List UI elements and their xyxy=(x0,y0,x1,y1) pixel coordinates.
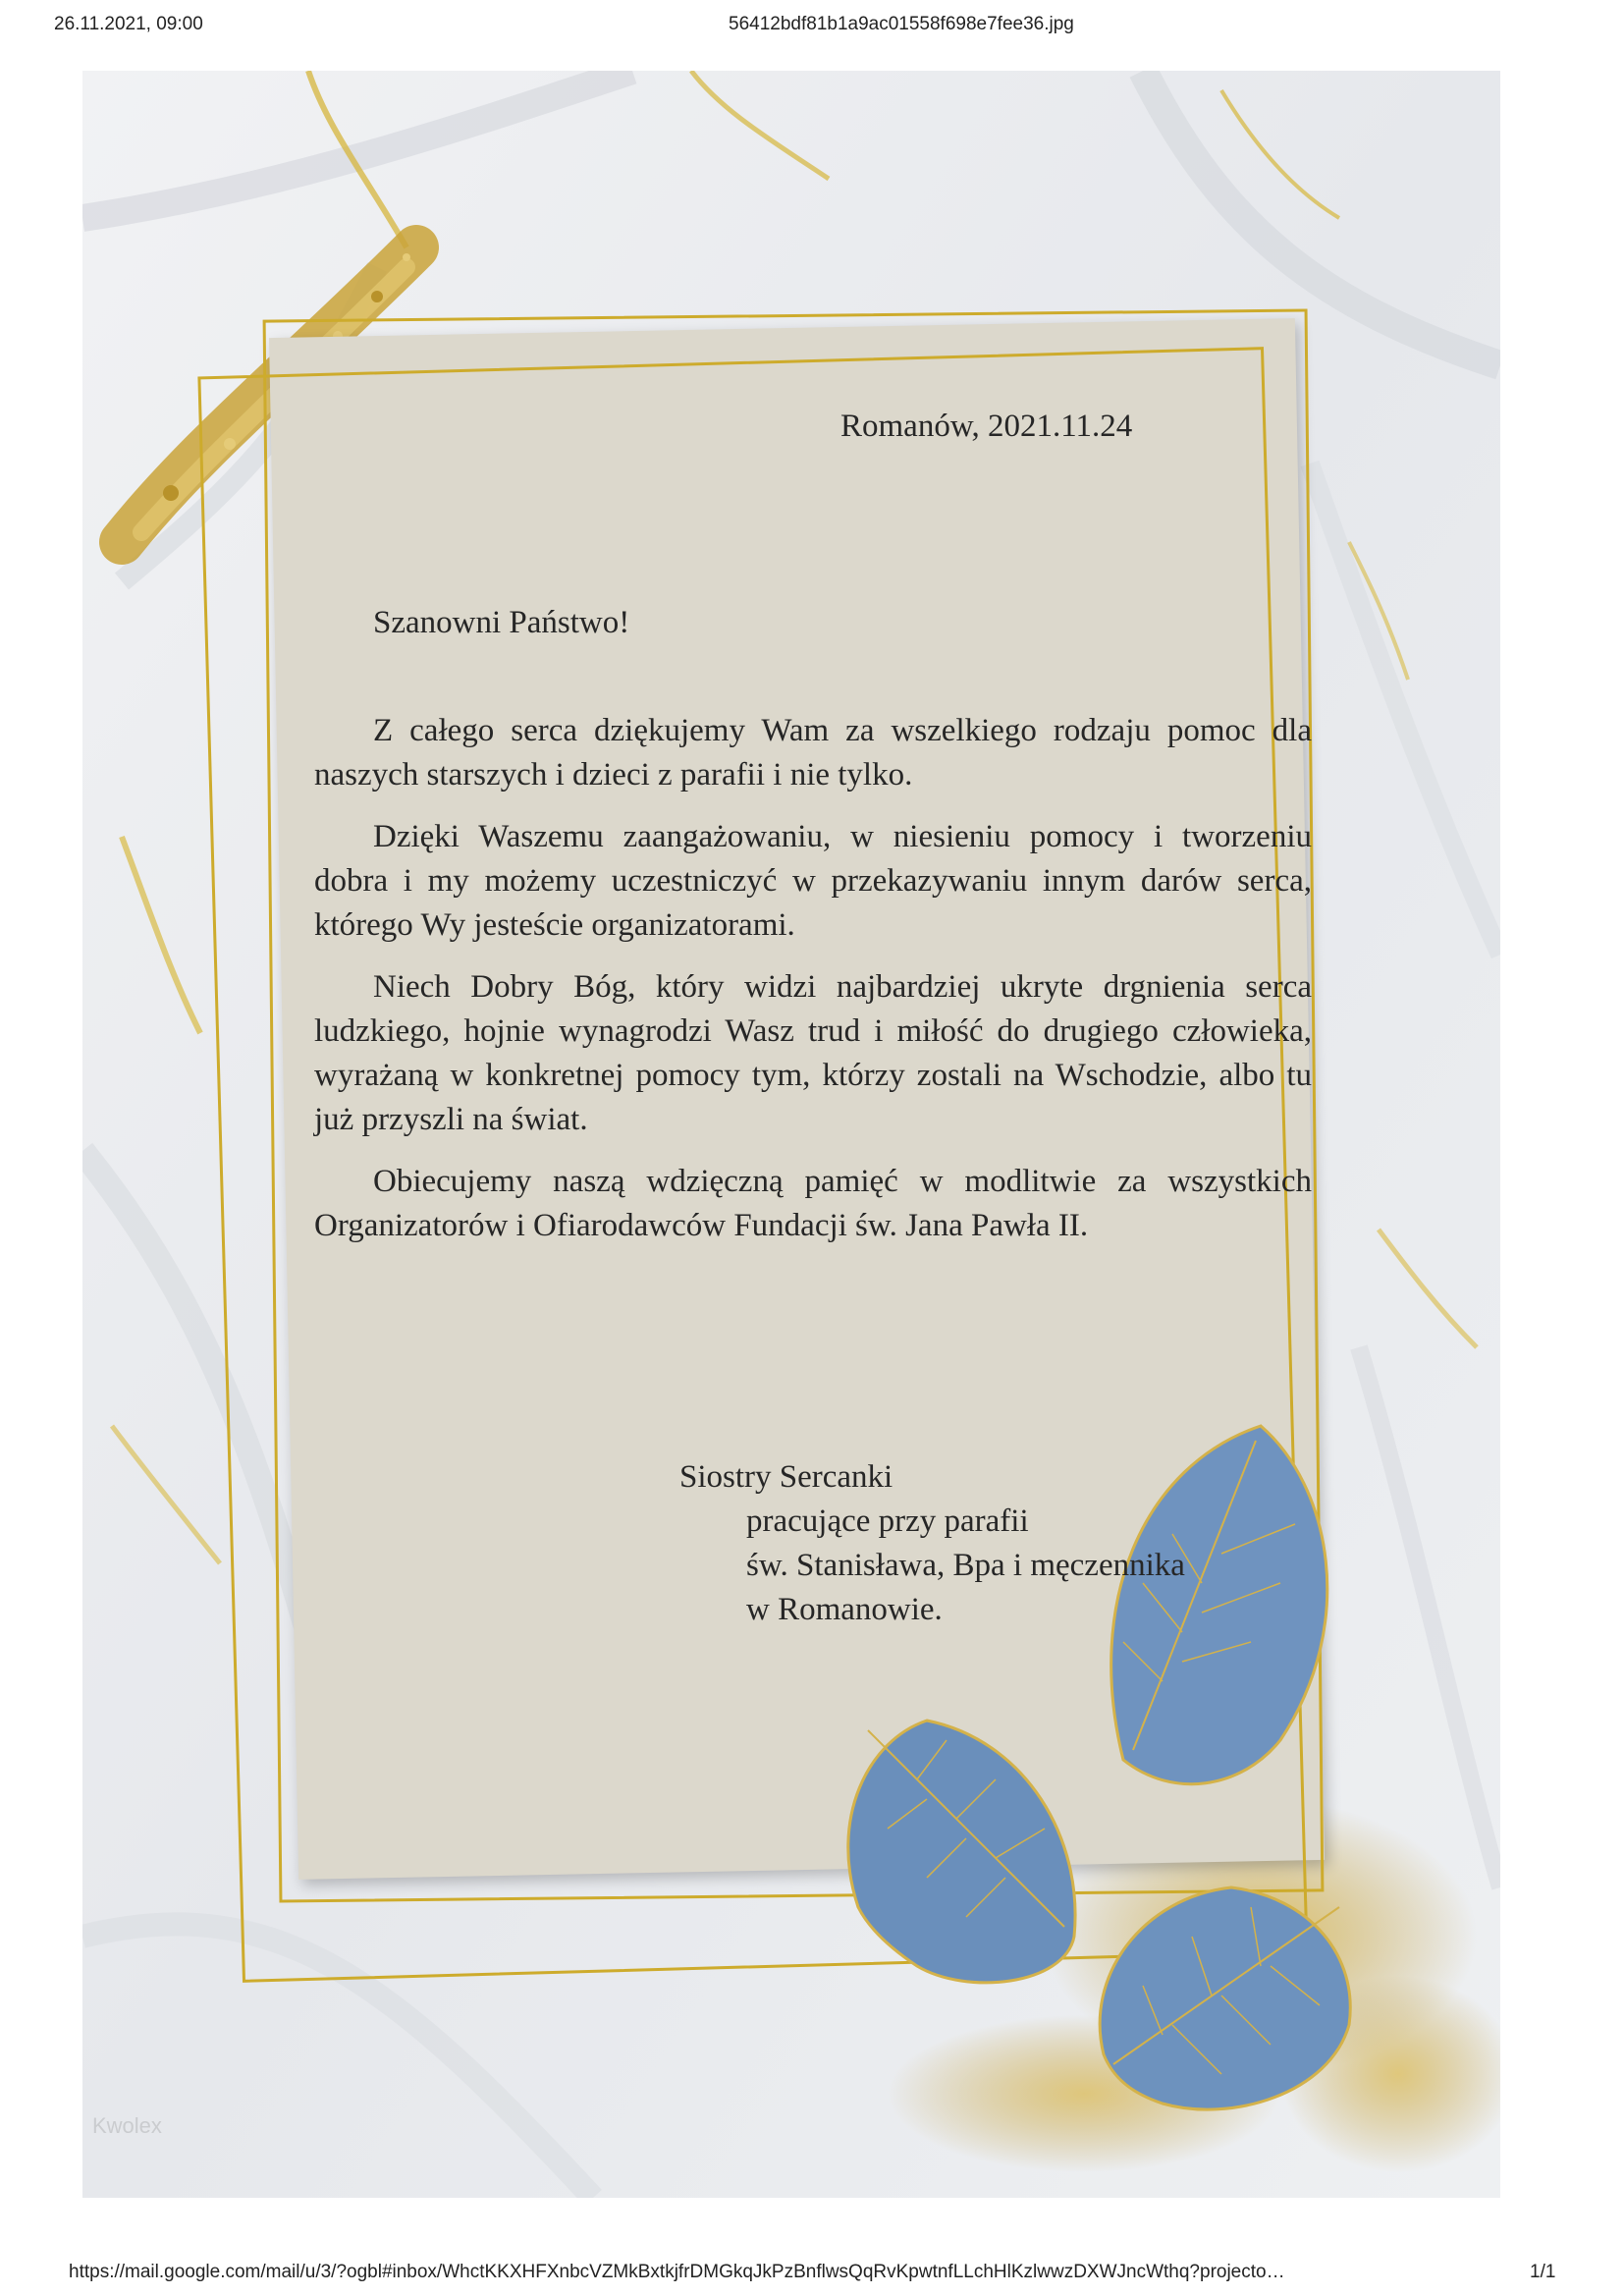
paragraph: Obiecujemy naszą wdzięczną pamięć w modlitwie za wszystkich Organizatorów i Ofiarodawców Fundacji św. Jana Pawła II. xyxy=(314,1164,1312,1243)
paragraph: Niech Dobry Bóg, który widzi najbardziej ukryte drgnienia serca ludzkiego, hojnie wynagrodzi Wasz trud i miłość do drugiego człowieka, wyrażaną w konkretnej pomocy tym, którzy zostali na Wschodzie, albo tu już przyszli na świat. xyxy=(314,969,1312,1137)
print-page-number: 1/1 xyxy=(1530,2262,1556,2282)
letter-body xyxy=(314,709,1312,1266)
print-filename: 56412bdf81b1a9ac01558f698e7fee36.jpg xyxy=(729,14,1074,34)
paragraph: Z całego serca dziękujemy Wam za wszelkiego rodzaju pomoc dla naszych starszych i dzieci z parafii i nie tylko. xyxy=(314,713,1312,793)
salutation: Szanowni Państwo! xyxy=(373,605,630,640)
signature-line: Siostry Sercanki xyxy=(679,1459,893,1495)
print-url: https://mail.google.com/mail/u/3/?ogbl#inbox/WhctKKXHFXnbcVZMkBxtkjfrDMGkqJkPzBnflwsQqRvKpwtnfLLchHlKzlwwzDXWJncWthq?projecto… xyxy=(69,2262,1285,2282)
watermark: Kwolex xyxy=(92,2113,162,2138)
signature-line: św. Stanisława, Bpa i męczennika xyxy=(746,1548,1185,1583)
letter-sheet xyxy=(82,71,1500,2198)
paragraph: Dzięki Waszemu zaangażowaniu, w niesieniu pomocy i tworzeniu dobra i my możemy uczestniczyć w przekazywaniu innym darów serca, którego Wy jesteście organizatorami. xyxy=(314,819,1312,943)
print-datetime: 26.11.2021, 09:00 xyxy=(54,14,203,34)
signature-line: w Romanowie. xyxy=(746,1592,943,1627)
signature-line: pracujące przy parafii xyxy=(746,1503,1029,1539)
signature-block xyxy=(679,1455,1185,1632)
letter-content xyxy=(82,71,1500,2198)
place-date: Romanów, 2021.11.24 xyxy=(840,409,1133,444)
